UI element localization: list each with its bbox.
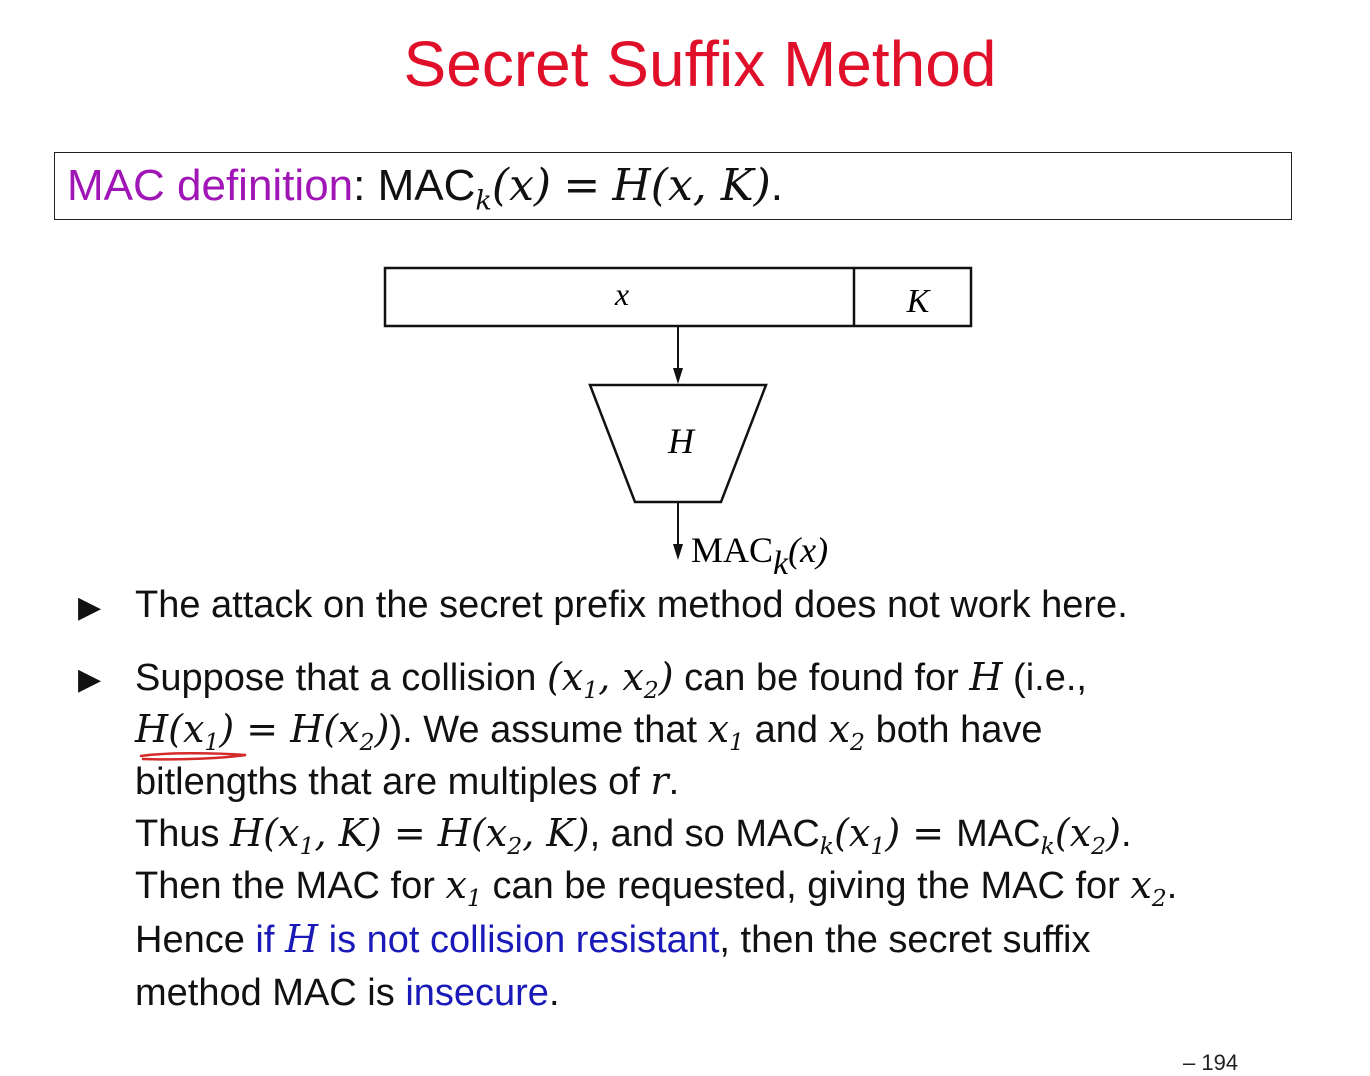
definition-period: . bbox=[770, 161, 784, 210]
text-run: method MAC is bbox=[135, 972, 406, 1014]
math-run: H(x bbox=[135, 707, 205, 751]
highlight-math-run: H bbox=[284, 917, 319, 961]
math-run: H(x bbox=[290, 707, 360, 751]
output-sub-k: k bbox=[773, 545, 789, 582]
math-run: x bbox=[828, 707, 851, 751]
math-subscript: 1 bbox=[299, 832, 315, 861]
text-run: . bbox=[1166, 865, 1178, 907]
highlight-run: if bbox=[255, 919, 285, 961]
math-run: ) bbox=[658, 655, 674, 699]
math-run: , K) bbox=[522, 811, 590, 855]
highlight-run: is not collision resistant bbox=[318, 919, 720, 961]
math-run: ) = bbox=[885, 811, 957, 855]
math-run: (x bbox=[1054, 811, 1092, 855]
text-run: MAC bbox=[956, 813, 1041, 855]
bullet-2-line-5 bbox=[135, 862, 1177, 921]
math-run: r bbox=[650, 759, 669, 803]
text-run: , then the secret suffix bbox=[719, 919, 1091, 961]
math-run: ) bbox=[219, 707, 235, 751]
bullet-2-line-4 bbox=[135, 810, 1132, 869]
definition-sub-k: k bbox=[475, 185, 492, 217]
math-subscript: 2 bbox=[1151, 884, 1167, 913]
text-run: (i.e., bbox=[1002, 657, 1087, 699]
math-subscript: 2 bbox=[850, 728, 866, 757]
text-run: and bbox=[744, 709, 829, 751]
text-run: can be found for bbox=[673, 657, 970, 699]
math-run: , x bbox=[598, 655, 644, 699]
math-run: = bbox=[234, 707, 291, 751]
arrow-to-hash-head bbox=[673, 368, 683, 384]
slide-title: Secret Suffix Method bbox=[403, 28, 997, 100]
text-run: . bbox=[548, 972, 560, 1014]
text-run: Then the MAC for bbox=[135, 865, 446, 907]
text-run: Suppose that a collision bbox=[135, 657, 547, 699]
output-arg: (x) bbox=[788, 530, 829, 570]
math-run: H bbox=[969, 655, 1003, 699]
text-run: Thus bbox=[135, 813, 231, 855]
field-x-label: x bbox=[614, 276, 630, 312]
math-run: H(x bbox=[230, 811, 300, 855]
bullet-2-line-3 bbox=[135, 758, 679, 805]
math-subscript: 2 bbox=[359, 728, 375, 757]
page-number: – 194 bbox=[1183, 1050, 1239, 1075]
input-block bbox=[385, 268, 971, 326]
math-subscript: k bbox=[819, 832, 835, 861]
bullet-2-line-1 bbox=[135, 654, 1087, 713]
bullet-1-text: The attack on the secret prefix method does not work here. bbox=[135, 584, 1128, 626]
text-run: bitlengths that are multiples of bbox=[135, 761, 651, 803]
bullet-2-line-7 bbox=[135, 970, 560, 1016]
bullet-marker-1: ▶ bbox=[78, 591, 102, 624]
math-subscript: 2 bbox=[643, 676, 659, 705]
hash-label: H bbox=[668, 421, 694, 461]
definition-mac-word: MAC bbox=[377, 161, 476, 210]
field-k-label: K bbox=[906, 283, 930, 320]
definition-lhs-arg: (x) bbox=[491, 160, 552, 211]
text-run: both have bbox=[865, 709, 1043, 751]
math-subscript: 1 bbox=[729, 728, 745, 757]
text-run: Hence bbox=[135, 919, 256, 961]
math-run: x bbox=[1130, 863, 1152, 907]
math-subscript: 2 bbox=[507, 832, 523, 861]
text-run: . bbox=[1120, 813, 1132, 855]
arrow-to-output-head bbox=[673, 544, 683, 560]
math-run: x bbox=[707, 707, 730, 751]
math-run: (x bbox=[834, 811, 871, 855]
math-subscript: 1 bbox=[204, 728, 220, 757]
math-subscript: 2 bbox=[1091, 832, 1107, 861]
math-run: x bbox=[445, 863, 467, 907]
math-run: , K) = H(x bbox=[314, 811, 508, 855]
definition-label: MAC definition bbox=[67, 161, 354, 210]
bullet-2-line-2 bbox=[135, 706, 1043, 765]
bullet-2-line-6 bbox=[135, 916, 1090, 963]
output-mac: MAC bbox=[691, 530, 774, 570]
text-run: . bbox=[668, 761, 680, 803]
math-run: ) bbox=[1106, 811, 1121, 855]
math-subscript: 1 bbox=[466, 884, 482, 913]
text-run: , and so MAC bbox=[589, 813, 820, 855]
math-subscript: 1 bbox=[583, 676, 599, 705]
math-run: (x bbox=[546, 655, 584, 699]
bullet-marker-2: ▶ bbox=[78, 663, 102, 696]
math-run: ) bbox=[374, 707, 390, 751]
highlight-run: insecure bbox=[405, 972, 549, 1014]
definition-colon: : bbox=[353, 161, 366, 210]
text-run: ). We assume that bbox=[389, 709, 708, 751]
definition-rhs: H(x, K) bbox=[612, 160, 771, 211]
math-subscript: k bbox=[1040, 832, 1055, 861]
math-subscript: 1 bbox=[870, 832, 886, 861]
output-label bbox=[691, 530, 828, 582]
definition-equals: = bbox=[563, 160, 601, 211]
text-run: can be requested, giving the MAC for bbox=[481, 865, 1131, 907]
